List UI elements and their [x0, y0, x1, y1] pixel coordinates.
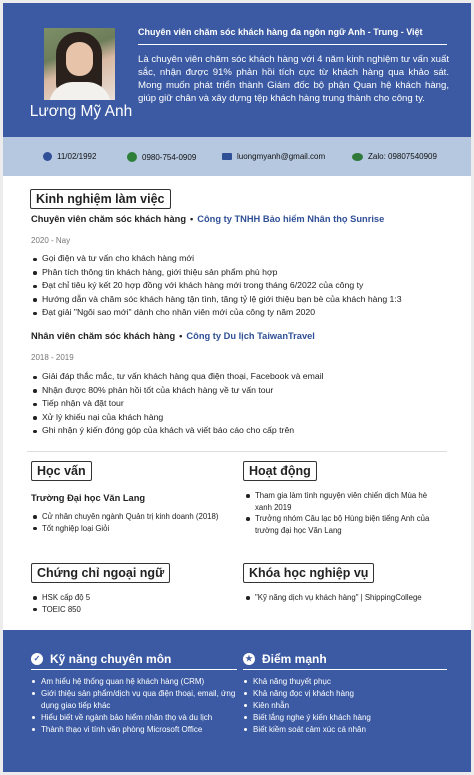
birthday-text: 11/02/1992: [57, 152, 97, 161]
job-2-company: Công ty Du lịch TaiwanTravel: [186, 331, 315, 341]
strengths-list: [243, 676, 447, 736]
list-item: Giải đáp thắc mắc, tư vấn khách hàng qua điện thoại, Facebook và email: [31, 370, 451, 384]
list-item: HSK cấp độ 5: [31, 592, 231, 604]
chat-icon: [352, 153, 363, 161]
strengths-heading-text: Điểm mạnh: [262, 652, 327, 666]
contact-bar: [3, 137, 471, 176]
job-2-tasks: [31, 370, 451, 438]
list-item: Kiên nhẫn: [243, 700, 447, 712]
languages-heading: Chứng chỉ ngoại ngữ: [31, 563, 170, 583]
skills-underline: [31, 669, 237, 670]
skills-heading-text: Kỹ năng chuyên môn: [50, 652, 172, 666]
job-2-period: 2018 - 2019: [31, 353, 74, 362]
list-item: Giới thiệu sản phẩm/dịch vụ qua điện thoại, email, ứng dụng giao tiếp khác: [31, 688, 237, 712]
list-item: Đạt giải "Ngôi sao mới" dành cho nhân viên mới của công ty năm 2020: [31, 306, 451, 320]
strengths-underline: [243, 669, 447, 670]
job-1-tasks: [31, 252, 451, 320]
courses-list: [244, 592, 454, 604]
skills-heading: [31, 652, 171, 666]
header-divider: [138, 44, 447, 45]
courses-heading: Khóa học nghiệp vụ: [243, 563, 374, 583]
list-item: Hướng dẫn và chăm sóc khách hàng tận tình, tăng tỷ lệ giới thiệu bạn bè của khách hàng 1:3: [31, 293, 451, 307]
list-item: Thành thạo vi tính văn phòng Microsoft Office: [31, 724, 237, 736]
job-1-role: Chuyên viên chăm sóc khách hàng: [31, 214, 186, 224]
skills-list: [31, 676, 237, 736]
strengths-heading: [243, 652, 327, 666]
phone-text[interactable]: 0980-754-0909: [142, 152, 197, 162]
list-item: "Kỹ năng dịch vụ khách hàng" | ShippingCollege: [244, 592, 454, 604]
school-name: Trường Đại học Văn Lang: [31, 493, 146, 503]
resume-page: [3, 3, 471, 772]
job-2-title: [31, 331, 315, 341]
list-item: Hiểu biết về ngành bảo hiểm nhân thọ và du lịch: [31, 712, 237, 724]
star-circle-icon: ★: [243, 653, 255, 665]
job-1-company: Công ty TNHH Bảo hiểm Nhân thọ Sunrise: [197, 214, 385, 224]
list-item: Nhận được 80% phản hồi tốt của khách hàng về tư vấn tour: [31, 384, 451, 398]
list-item: Trưởng nhóm Câu lạc bộ Hùng biện tiếng Anh của trường đại học Văn Lang: [244, 513, 442, 536]
list-item: Khả năng thuyết phục: [243, 676, 447, 688]
header: [3, 3, 471, 137]
contact-email[interactable]: [222, 152, 325, 161]
summary: Là chuyên viên chăm sóc khách hàng với 4 năm kinh nghiệm tư vấn xuất sắc, nhận được 91% phản hồi tích cực từ khách hàng qua khảo sát. Mong muốn phát triển thành Giám đốc bộ phận Quan hệ khách hàng, giúp giữ chân và xây dựng tệp khách hàng trung thành cho công ty.: [138, 54, 449, 104]
list-item: Biết lắng nghe ý kiến khách hàng: [243, 712, 447, 724]
contact-phone[interactable]: [127, 152, 196, 162]
education-heading: Học vấn: [31, 461, 92, 481]
list-item: Tốt nghiệp loại Giỏi: [31, 523, 231, 535]
check-circle-icon: ✓: [31, 653, 43, 665]
list-item: Ghi nhận ý kiến đóng góp của khách và viết báo cáo cho cấp trên: [31, 424, 451, 438]
list-item: Tham gia làm tình nguyện viên chiến dịch Mùa hè xanh 2019: [244, 490, 442, 513]
job-1-period: 2020 - Nay: [31, 236, 71, 245]
contact-birthday: [43, 152, 96, 161]
job-title: Chuyên viên chăm sóc khách hàng đa ngôn ngữ Anh - Trung - Việt: [138, 27, 423, 37]
job-1-separator: •: [190, 214, 194, 224]
calendar-dot-icon: [43, 152, 52, 161]
list-item: Am hiểu hệ thống quan hệ khách hàng (CRM): [31, 676, 237, 688]
mail-icon: [222, 153, 232, 160]
contact-zalo[interactable]: [352, 152, 437, 161]
list-item: TOEIC 850: [31, 604, 231, 616]
zalo-text[interactable]: Zalo: 09807540909: [368, 152, 437, 161]
section-divider: [27, 451, 447, 452]
activities-list: [244, 490, 442, 536]
footer: [3, 630, 471, 772]
experience-heading: Kinh nghiệm làm việc: [30, 189, 171, 209]
list-item: Gọi điện và tư vấn cho khách hàng mới: [31, 252, 451, 266]
education-list: [31, 511, 231, 534]
list-item: Tiếp nhận và đặt tour: [31, 397, 451, 411]
languages-list: [31, 592, 231, 615]
list-item: Phân tích thông tin khách hàng, giới thiệu sản phẩm phù hợp: [31, 266, 451, 280]
avatar: [44, 28, 115, 100]
candidate-name: Lương Mỹ Anh: [29, 103, 133, 120]
job-2-role: Nhân viên chăm sóc khách hàng: [31, 331, 176, 341]
list-item: Xử lý khiếu nại của khách hàng: [31, 411, 451, 425]
job-1-title: [31, 214, 384, 224]
phone-icon: [127, 152, 137, 162]
activities-heading: Hoạt động: [243, 461, 317, 481]
list-item: Đạt chỉ tiêu ký kết 20 hợp đồng với khách hàng mới trong tháng 6/2022 của công ty: [31, 279, 451, 293]
job-2-separator: •: [179, 331, 183, 341]
list-item: Khả năng đọc vị khách hàng: [243, 688, 447, 700]
list-item: Biết kiềm soát cảm xúc cá nhân: [243, 724, 447, 736]
email-text[interactable]: luongmyanh@gmail.com: [237, 152, 326, 161]
list-item: Cử nhân chuyên ngành Quản trị kinh doanh (2018): [31, 511, 231, 523]
